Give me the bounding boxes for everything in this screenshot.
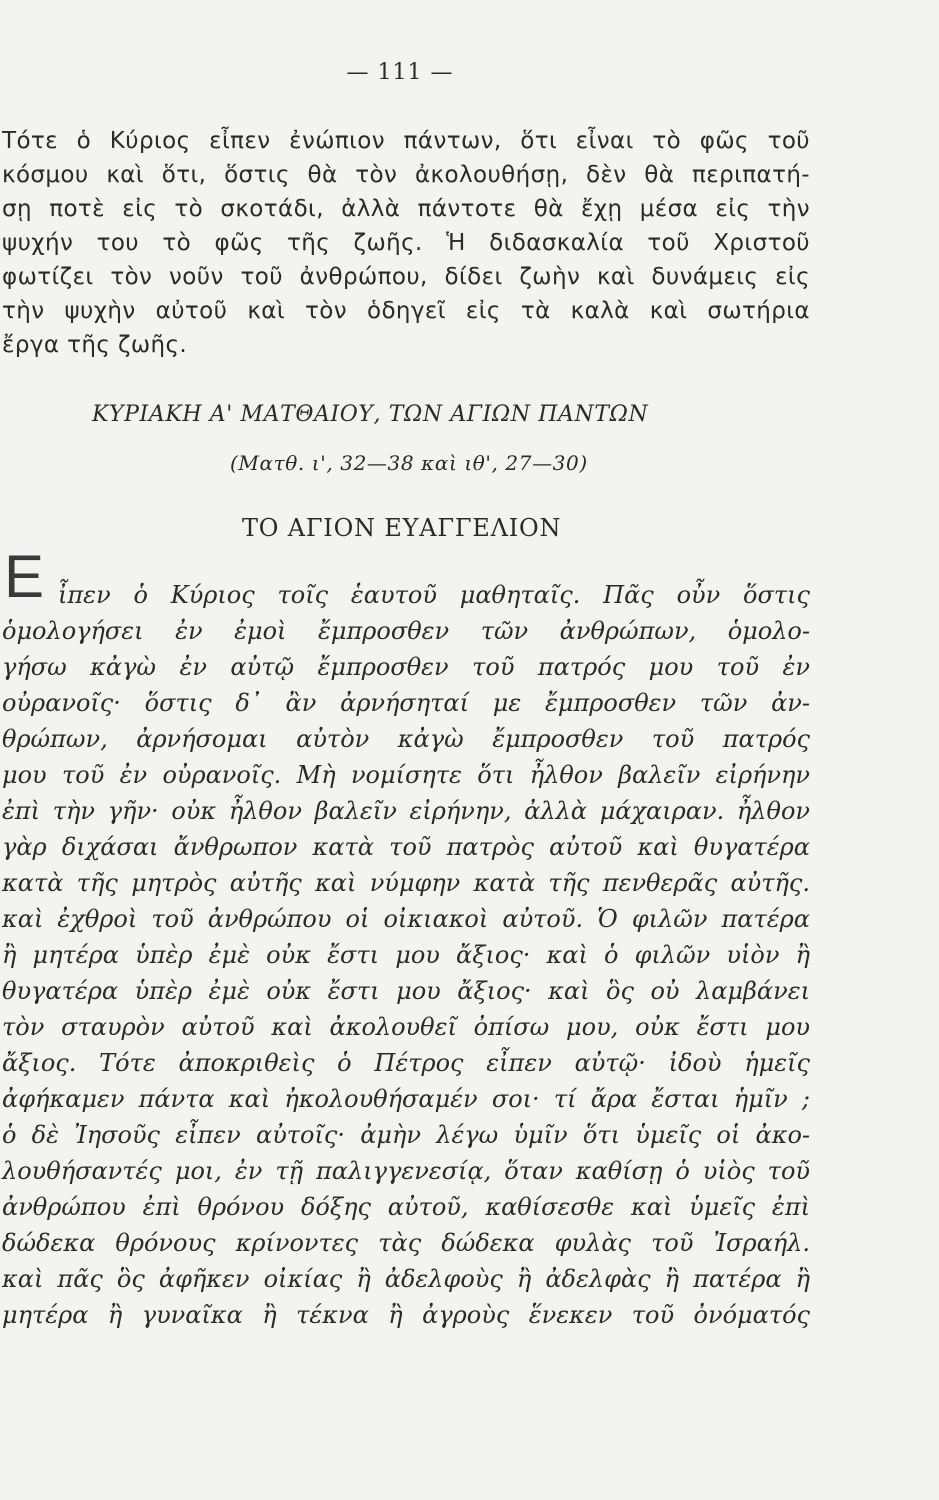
intro-line: ἔργα τῆς ζωῆς. <box>2 332 188 358</box>
gospel-line: ἶπεν ὁ Κύριος τοῖς ἑαυτοῦ μαθηταῖς. Πᾶς οὖν ὅστις <box>58 581 810 609</box>
gospel-title: ΤΟ ΑΓΙΟΝ ΕΥΑΓΓΕΛΙΟΝ <box>242 514 562 542</box>
gospel-line: οὐρανοῖς· ὅστις δ᾽ ἂν ἀρνήσηταί με ἔμπροσθεν τῶν ἀν- <box>2 689 810 717</box>
intro-line: Τότε ὁ Κύριος εἶπεν ἐνώπιον πάντων, ὅτι εἶναι τὸ φῶς τοῦ <box>2 128 810 154</box>
gospel-line: ὁμολογήσει ἐν ἐμοὶ ἔμπροσθεν τῶν ἀνθρώπων, ὁμολο- <box>2 617 810 645</box>
gospel-line: δώδεκα θρόνους κρίνοντες τὰς δώδεκα φυλὰς τοῦ Ἰσραήλ. <box>2 1229 810 1257</box>
intro-line: ψυχήν του τὸ φῶς τῆς ζωῆς. Ἡ διδασκαλία τοῦ Χριστοῦ <box>2 230 810 256</box>
drop-cap: Ε <box>4 543 45 610</box>
gospel-line: καὶ ἐχθροὶ τοῦ ἀνθρώπου οἱ οἰκιακοὶ αὐτοῦ. Ὁ φιλῶν πατέρα <box>2 905 810 933</box>
page-number: — 111 — <box>346 60 454 85</box>
gospel-line: θυγατέρα ὑπὲρ ἐμὲ οὐκ ἔστι μου ἄξιος· καὶ ὃς οὐ λαμβάνει <box>2 977 810 1005</box>
gospel-line: γὰρ διχάσαι ἄνθρωπον κατὰ τοῦ πατρὸς αὐτοῦ καὶ θυγατέρα <box>2 833 810 861</box>
gospel-line: ἐπὶ τὴν γῆν· οὐκ ἦλθον βαλεῖν εἰρήνην, ἀλλὰ μάχαιραν. ἦλθον <box>2 797 810 825</box>
gospel-line: ὁ δὲ Ἰησοῦς εἶπεν αὐτοῖς· ἀμὴν λέγω ὑμῖν ὅτι ὑμεῖς οἱ ἀκο- <box>2 1121 810 1149</box>
gospel-line: θρώπων, ἀρνήσομαι αὐτὸν κἀγὼ ἔμπροσθεν τοῦ πατρός <box>2 725 810 753</box>
gospel-line: κατὰ τῆς μητρὸς αὐτῆς καὶ νύμφην κατὰ τῆς πενθερᾶς αὐτῆς. <box>2 869 810 897</box>
gospel-line: ἀνθρώπου ἐπὶ θρόνου δόξης αὐτοῦ, καθίσεσθε καὶ ὑμεῖς ἐπὶ <box>2 1193 810 1221</box>
gospel-line: ἢ μητέρα ὑπὲρ ἐμὲ οὐκ ἔστι μου ἄξιος· καὶ ὁ φιλῶν υἱὸν ἢ <box>2 941 810 969</box>
intro-line: τὴν ψυχὴν αὐτοῦ καὶ τὸν ὁδηγεῖ εἰς τὰ καλὰ καὶ σωτήρια <box>2 298 810 324</box>
gospel-line: καὶ πᾶς ὃς ἀφῆκεν οἰκίας ἢ ἀδελφοὺς ἢ ἀδελφὰς ἢ πατέρα ἢ <box>2 1265 810 1293</box>
sunday-heading: ΚΥΡΙΑΚΗ Α' ΜΑΤΘΑΙΟΥ, ΤΩΝ ΑΓΙΩΝ ΠΑΝΤΩΝ <box>92 402 649 427</box>
gospel-line: μητέρα ἢ γυναῖκα ἢ τέκνα ἢ ἀγροὺς ἕνεκεν τοῦ ὀνόματός <box>2 1301 810 1329</box>
gospel-line: λουθήσαντές μοι, ἐν τῇ παλιγγενεσίᾳ, ὅταν καθίσῃ ὁ υἱὸς τοῦ <box>2 1157 810 1185</box>
gospel-line: γήσω κἀγὼ ἐν αὐτῷ ἔμπροσθεν τοῦ πατρός μου τοῦ ἐν <box>2 653 810 681</box>
intro-line: φωτίζει τὸν νοῦν τοῦ ἀνθρώπου, δίδει ζωὴν καὶ δυνάμεις εἰς <box>2 264 810 290</box>
intro-line: σῃ ποτὲ εἰς τὸ σκοτάδι, ἀλλὰ πάντοτε θὰ ἔχῃ μέσα εἰς τὴν <box>2 196 810 222</box>
gospel-line: ἀφήκαμεν πάντα καὶ ἠκολουθήσαμέν σοι· τί ἄρα ἔσται ἡμῖν ; <box>2 1085 810 1113</box>
gospel-line: τὸν σταυρὸν αὐτοῦ καὶ ἀκολουθεῖ ὀπίσω μου, οὐκ ἔστι μου <box>2 1013 810 1041</box>
gospel-line: ἄξιος. Τότε ἀποκριθεὶς ὁ Πέτρος εἶπεν αὐτῷ· ἰδοὺ ἡμεῖς <box>2 1049 810 1077</box>
scripture-reference: (Ματθ. ι', 32—38 καὶ ιθ', 27—30) <box>230 451 588 475</box>
intro-line: κόσμου καὶ ὅτι, ὅστις θὰ τὸν ἀκολουθήσῃ, δὲν θὰ περιπατή- <box>2 162 810 188</box>
gospel-line: μου τοῦ ἐν οὐρανοῖς. Μὴ νομίσητε ὅτι ἦλθον βαλεῖν εἰρήνην <box>2 761 810 789</box>
